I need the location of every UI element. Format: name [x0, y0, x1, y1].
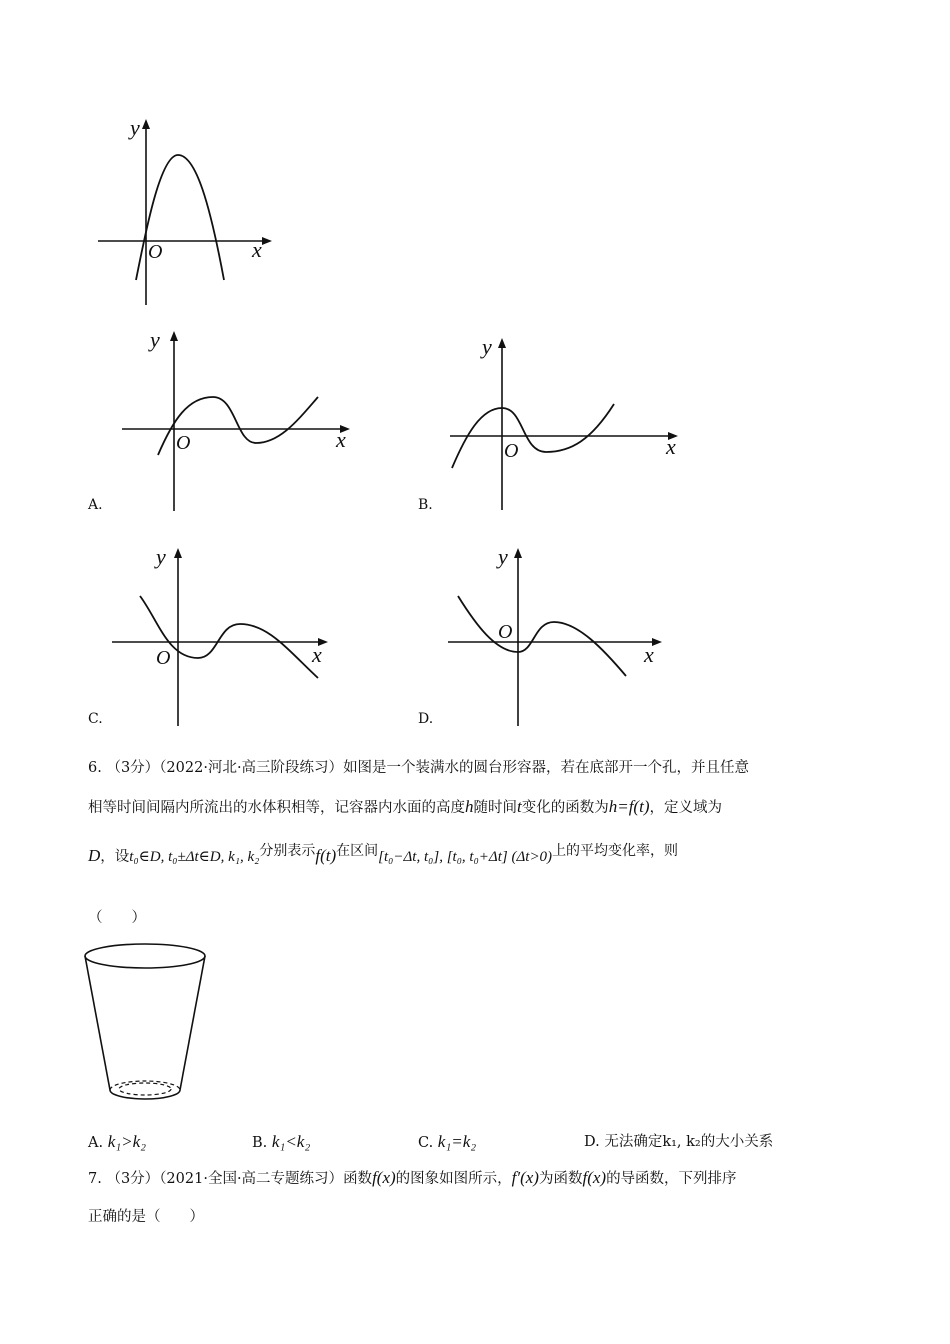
option-c-label[interactable]: C.: [88, 711, 103, 727]
origin-label: O: [148, 241, 163, 263]
svg-text:y: y: [482, 334, 492, 359]
svg-text:x: x: [312, 642, 322, 667]
q6-line1: 6. （3分）（2022·河北·高三阶段练习）如图是一个装满水的圆台形容器，若在底部开一个孔，并且任意: [88, 760, 750, 776]
q7-line2: 正确的是（ ）: [88, 1209, 204, 1225]
q6-line3: D，设t₀∈D, t₀±Δt∈D, k₁, k₂分别表示f(t)在区间[t₀−Δt, t₀], [t₀, t₀+Δt] (Δt>0)上的平均变化率，则: [88, 843, 679, 865]
svg-text:y: y: [156, 544, 166, 569]
svg-text:O: O: [498, 621, 513, 643]
option-a-graph: [118, 325, 358, 515]
svg-text:x: x: [336, 427, 346, 452]
svg-text:y: y: [150, 327, 160, 352]
svg-text:x: x: [666, 434, 676, 459]
q6-option-a[interactable]: A. k₁>k₂: [88, 1132, 147, 1151]
svg-text:x: x: [644, 642, 654, 667]
q6-option-c[interactable]: C. k₁=k₂: [418, 1132, 477, 1151]
option-d-label[interactable]: D.: [418, 711, 434, 727]
q6-line2: 相等时间间隔内所流出的水体积相等，记容器内水面的高度h随时间t变化的函数为h=f(t)，定义域为: [88, 797, 722, 816]
main-function-graph: [90, 115, 280, 310]
q7-line1: 7. （3分）（2021·全国·高二专题练习）函数f(x)的图象如图所示，f′(x)为函数f(x)的导函数，下列排序: [88, 1168, 737, 1187]
q6-option-b[interactable]: B. k₁<k₂: [252, 1132, 311, 1151]
svg-text:O: O: [504, 440, 519, 462]
option-a-label[interactable]: A.: [88, 497, 103, 513]
q6-option-d[interactable]: D. 无法确定k₁, k₂的大小关系: [584, 1134, 774, 1150]
option-b-graph: [446, 330, 696, 515]
option-d-graph: [446, 540, 676, 730]
svg-text:O: O: [156, 647, 171, 669]
x-axis-label: x: [252, 237, 262, 262]
svg-text:y: y: [498, 544, 508, 569]
option-b-label[interactable]: B.: [418, 497, 433, 513]
y-axis-label: y: [130, 115, 140, 140]
q6-paren: （ ）: [88, 910, 146, 926]
frustum-container-figure: [82, 938, 212, 1110]
svg-text:O: O: [176, 432, 191, 454]
option-c-graph: [108, 540, 338, 730]
